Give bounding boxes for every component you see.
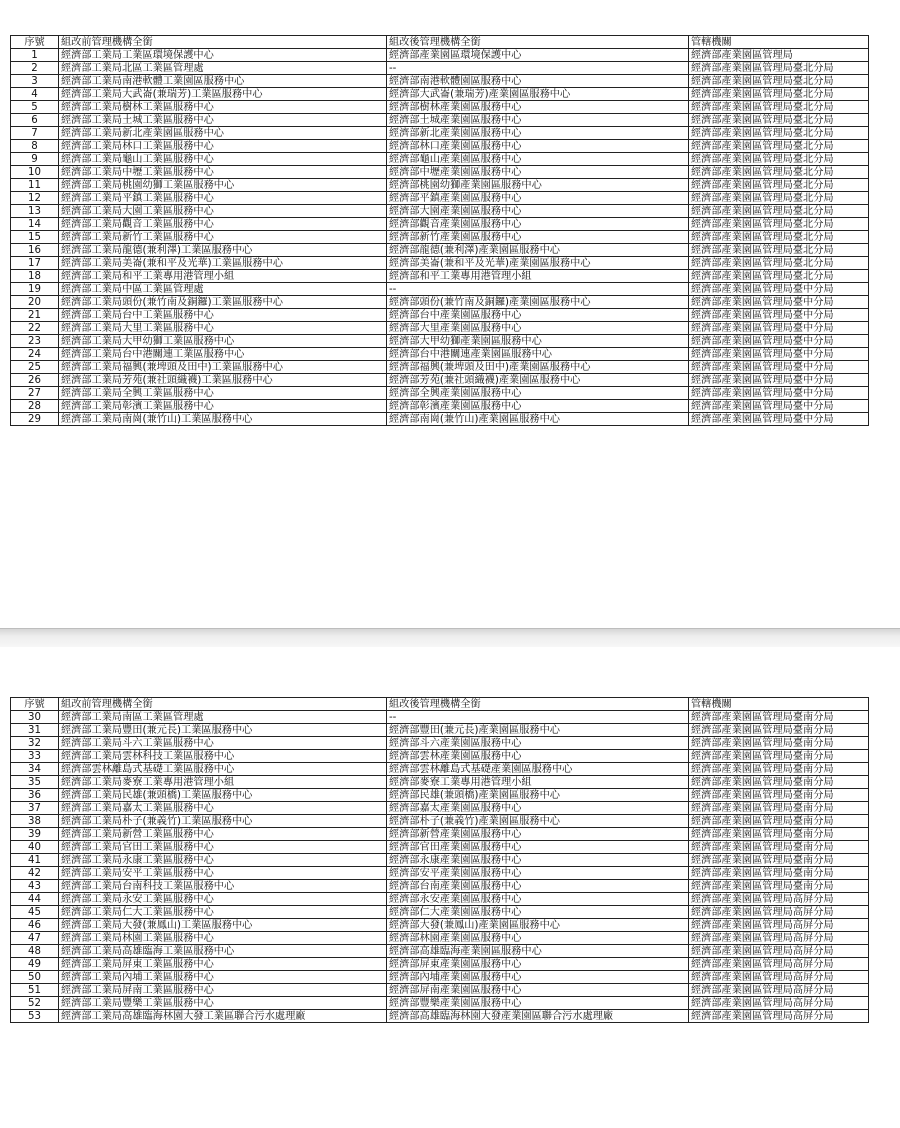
before-name-cell: 經濟部工業局觀音工業區服務中心: [59, 218, 387, 231]
after-name-cell: 經濟部永安產業園區服務中心: [387, 893, 689, 906]
header-before: 組改前管理機構全銜: [59, 36, 387, 49]
authority-cell: 經濟部產業園區管理局臺南分局: [689, 854, 869, 867]
before-name-cell: 經濟部工業局雲林科技工業區服務中心: [59, 750, 387, 763]
table-row: [11, 776, 869, 789]
authority-cell: 經濟部產業園區管理局臺北分局: [689, 75, 869, 88]
after-name-cell: 經濟部朴子(兼義竹)產業園區服務中心: [387, 815, 689, 828]
authority-cell: 經濟部產業園區管理局高屏分局: [689, 945, 869, 958]
after-name-cell: 經濟部彰濱產業園區服務中心: [387, 400, 689, 413]
before-name-cell: 經濟部工業局和平工業專用港管理小組: [59, 270, 387, 283]
table-row: [11, 101, 869, 114]
authority-cell: 經濟部產業園區管理局臺南分局: [689, 841, 869, 854]
authority-cell: 經濟部產業園區管理局臺南分局: [689, 828, 869, 841]
before-name-cell: 經濟部工業局新竹工業區服務中心: [59, 231, 387, 244]
table-row: [11, 166, 869, 179]
table-row: [11, 789, 869, 802]
before-name-cell: 經濟部工業局屏南工業區服務中心: [59, 984, 387, 997]
after-name-cell: 經濟部美崙(兼和平及光華)產業園區服務中心: [387, 257, 689, 270]
authority-cell: 經濟部產業園區管理局臺北分局: [689, 62, 869, 75]
before-name-cell: 經濟部工業局大里工業區服務中心: [59, 322, 387, 335]
serial-cell: 36: [11, 789, 59, 802]
table-row: [11, 971, 869, 984]
table-row: [11, 724, 869, 737]
authority-cell: 經濟部產業園區管理局高屏分局: [689, 971, 869, 984]
serial-cell: 31: [11, 724, 59, 737]
before-name-cell: 經濟部工業局大發(兼鳳山)工業區服務中心: [59, 919, 387, 932]
after-name-cell: 經濟部芳苑(兼社頭織襪)產業園區服務中心: [387, 374, 689, 387]
table-row: [11, 854, 869, 867]
table-row: [11, 309, 869, 322]
table-row: [11, 997, 869, 1010]
table-row: [11, 218, 869, 231]
serial-cell: 2: [11, 62, 59, 75]
after-name-cell: 經濟部產業園區環境保護中心: [387, 49, 689, 62]
serial-cell: 44: [11, 893, 59, 906]
after-name-cell: 經濟部屏南產業園區服務中心: [387, 984, 689, 997]
agency-table-2: [10, 697, 869, 1023]
before-name-cell: 經濟部工業局北區工業區管理處: [59, 62, 387, 75]
serial-cell: 4: [11, 88, 59, 101]
authority-cell: 經濟部產業園區管理局臺中分局: [689, 322, 869, 335]
before-name-cell: 經濟部工業局內埔工業區服務中心: [59, 971, 387, 984]
authority-cell: 經濟部產業園區管理局臺南分局: [689, 711, 869, 724]
before-name-cell: 經濟部工業局美崙(兼和平及光華)工業區服務中心: [59, 257, 387, 270]
before-name-cell: 經濟部工業局頭份(兼竹南及銅鑼)工業區服務中心: [59, 296, 387, 309]
before-name-cell: 經濟部工業局大甲幼獅工業區服務中心: [59, 335, 387, 348]
after-name-cell: 經濟部高雄臨海林園大發產業園區聯合污水處理廠: [387, 1010, 689, 1023]
serial-cell: 11: [11, 179, 59, 192]
table-row: [11, 88, 869, 101]
before-name-cell: 經濟部工業局安平工業區服務中心: [59, 867, 387, 880]
after-name-cell: 經濟部民雄(兼頭橋)產業園區服務中心: [387, 789, 689, 802]
after-name-cell: 經濟部安平產業園區服務中心: [387, 867, 689, 880]
serial-cell: 10: [11, 166, 59, 179]
after-name-cell: 經濟部大甲幼獅產業園區服務中心: [387, 335, 689, 348]
after-name-cell: 經濟部大發(兼鳳山)產業園區服務中心: [387, 919, 689, 932]
authority-cell: 經濟部產業園區管理局臺北分局: [689, 114, 869, 127]
table-row: [11, 841, 869, 854]
after-name-cell: 經濟部大武崙(兼瑞芳)產業園區服務中心: [387, 88, 689, 101]
serial-cell: 27: [11, 387, 59, 400]
authority-cell: 經濟部產業園區管理局: [689, 49, 869, 62]
authority-cell: 經濟部產業園區管理局臺中分局: [689, 296, 869, 309]
authority-cell: 經濟部產業園區管理局臺南分局: [689, 867, 869, 880]
before-name-cell: 經濟部雲林離島式基礎工業區服務中心: [59, 763, 387, 776]
serial-cell: 17: [11, 257, 59, 270]
serial-cell: 8: [11, 140, 59, 153]
before-name-cell: 經濟部工業局朴子(兼義竹)工業區服務中心: [59, 815, 387, 828]
table-row: [11, 153, 869, 166]
serial-cell: 38: [11, 815, 59, 828]
after-name-cell: 經濟部南港軟體園區服務中心: [387, 75, 689, 88]
serial-cell: 6: [11, 114, 59, 127]
authority-cell: 經濟部產業園區管理局高屏分局: [689, 997, 869, 1010]
after-name-cell: --: [387, 62, 689, 75]
authority-cell: 經濟部產業園區管理局臺南分局: [689, 815, 869, 828]
header-after: 組改後管理機構全銜: [387, 36, 689, 49]
authority-cell: 經濟部產業園區管理局臺中分局: [689, 309, 869, 322]
before-name-cell: 經濟部工業局豐樂工業區服務中心: [59, 997, 387, 1010]
serial-cell: 34: [11, 763, 59, 776]
after-name-cell: 經濟部仁大產業園區服務中心: [387, 906, 689, 919]
serial-cell: 43: [11, 880, 59, 893]
before-name-cell: 經濟部工業局斗六工業區服務中心: [59, 737, 387, 750]
table-row: [11, 906, 869, 919]
table-row: [11, 62, 869, 75]
table-row: [11, 958, 869, 971]
after-name-cell: 經濟部永康產業園區服務中心: [387, 854, 689, 867]
after-name-cell: 經濟部台中產業園區服務中心: [387, 309, 689, 322]
before-name-cell: 經濟部工業局中壢工業區服務中心: [59, 166, 387, 179]
table-row: [11, 257, 869, 270]
table-row: [11, 750, 869, 763]
authority-cell: 經濟部產業園區管理局臺北分局: [689, 101, 869, 114]
table-row: [11, 244, 869, 257]
authority-cell: 經濟部產業園區管理局臺中分局: [689, 361, 869, 374]
table-row: [11, 205, 869, 218]
serial-cell: 12: [11, 192, 59, 205]
after-name-cell: --: [387, 283, 689, 296]
table-row: [11, 374, 869, 387]
authority-cell: 經濟部產業園區管理局臺南分局: [689, 750, 869, 763]
table-row: [11, 932, 869, 945]
authority-cell: 經濟部產業園區管理局臺北分局: [689, 192, 869, 205]
table-header-row: [11, 36, 869, 49]
serial-cell: 14: [11, 218, 59, 231]
authority-cell: 經濟部產業園區管理局臺北分局: [689, 231, 869, 244]
authority-cell: 經濟部產業園區管理局高屏分局: [689, 906, 869, 919]
after-name-cell: 經濟部平鎮產業園區服務中心: [387, 192, 689, 205]
serial-cell: 46: [11, 919, 59, 932]
before-name-cell: 經濟部工業局新北產業園區服務中心: [59, 127, 387, 140]
authority-cell: 經濟部產業園區管理局高屏分局: [689, 919, 869, 932]
authority-cell: 經濟部產業園區管理局高屏分局: [689, 932, 869, 945]
table-row: [11, 75, 869, 88]
authority-cell: 經濟部產業園區管理局臺南分局: [689, 763, 869, 776]
header-authority: 管轄機關: [689, 36, 869, 49]
authority-cell: 經濟部產業園區管理局臺北分局: [689, 88, 869, 101]
after-name-cell: 經濟部高雄臨海產業園區服務中心: [387, 945, 689, 958]
after-name-cell: 經濟部林口產業園區服務中心: [387, 140, 689, 153]
authority-cell: 經濟部產業園區管理局臺北分局: [689, 153, 869, 166]
authority-cell: 經濟部產業園區管理局臺南分局: [689, 724, 869, 737]
table-row: [11, 179, 869, 192]
serial-cell: 49: [11, 958, 59, 971]
after-name-cell: 經濟部屏東產業園區服務中心: [387, 958, 689, 971]
before-name-cell: 經濟部工業局中區工業區管理處: [59, 283, 387, 296]
table-row: [11, 127, 869, 140]
authority-cell: 經濟部產業園區管理局臺中分局: [689, 400, 869, 413]
table-row: [11, 361, 869, 374]
table-row: [11, 335, 869, 348]
before-name-cell: 經濟部工業局龍德(兼利澤)工業區服務中心: [59, 244, 387, 257]
table-row: [11, 192, 869, 205]
serial-cell: 40: [11, 841, 59, 854]
header-authority: 管轄機關: [689, 698, 869, 711]
after-name-cell: 經濟部內埔產業園區服務中心: [387, 971, 689, 984]
table-row: [11, 919, 869, 932]
document-page-2: [0, 646, 900, 1128]
before-name-cell: 經濟部工業局平鎮工業區服務中心: [59, 192, 387, 205]
before-name-cell: 經濟部工業局全興工業區服務中心: [59, 387, 387, 400]
serial-cell: 32: [11, 737, 59, 750]
authority-cell: 經濟部產業園區管理局臺北分局: [689, 166, 869, 179]
after-name-cell: 經濟部土城產業園區服務中心: [387, 114, 689, 127]
table-row: [11, 763, 869, 776]
before-name-cell: 經濟部工業局南港軟體工業園區服務中心: [59, 75, 387, 88]
serial-cell: 29: [11, 413, 59, 426]
serial-cell: 51: [11, 984, 59, 997]
authority-cell: 經濟部產業園區管理局臺北分局: [689, 257, 869, 270]
after-name-cell: 經濟部和平工業專用港管理小組: [387, 270, 689, 283]
before-name-cell: 經濟部工業局大園工業區服務中心: [59, 205, 387, 218]
page-separator: [0, 628, 900, 647]
serial-cell: 45: [11, 906, 59, 919]
table-row: [11, 140, 869, 153]
after-name-cell: 經濟部斗六產業園區服務中心: [387, 737, 689, 750]
after-name-cell: 經濟部台中港關連產業園區服務中心: [387, 348, 689, 361]
table-row: [11, 413, 869, 426]
serial-cell: 24: [11, 348, 59, 361]
serial-cell: 16: [11, 244, 59, 257]
authority-cell: 經濟部產業園區管理局臺中分局: [689, 374, 869, 387]
before-name-cell: 經濟部工業局工業區環境保護中心: [59, 49, 387, 62]
table-row: [11, 815, 869, 828]
serial-cell: 15: [11, 231, 59, 244]
table-row: [11, 400, 869, 413]
table-row: [11, 802, 869, 815]
before-name-cell: 經濟部工業局土城工業區服務中心: [59, 114, 387, 127]
header-after: 組改後管理機構全銜: [387, 698, 689, 711]
before-name-cell: 經濟部工業局福興(兼埤頭及田中)工業區服務中心: [59, 361, 387, 374]
before-name-cell: 經濟部工業局高雄臨海工業區服務中心: [59, 945, 387, 958]
table-body-1: [11, 49, 869, 426]
after-name-cell: 經濟部福興(兼埤頭及田中)產業園區服務中心: [387, 361, 689, 374]
table-row: [11, 114, 869, 127]
authority-cell: 經濟部產業園區管理局高屏分局: [689, 1010, 869, 1023]
after-name-cell: 經濟部樹林產業園區服務中心: [387, 101, 689, 114]
after-name-cell: 經濟部嘉太產業園區服務中心: [387, 802, 689, 815]
authority-cell: 經濟部產業園區管理局臺北分局: [689, 140, 869, 153]
authority-cell: 經濟部產業園區管理局高屏分局: [689, 893, 869, 906]
serial-cell: 19: [11, 283, 59, 296]
after-name-cell: --: [387, 711, 689, 724]
table-row: [11, 828, 869, 841]
table-row: [11, 880, 869, 893]
after-name-cell: 經濟部新竹產業園區服務中心: [387, 231, 689, 244]
serial-cell: 1: [11, 49, 59, 62]
authority-cell: 經濟部產業園區管理局臺北分局: [689, 127, 869, 140]
before-name-cell: 經濟部工業局屏東工業區服務中心: [59, 958, 387, 971]
table-row: [11, 893, 869, 906]
before-name-cell: 經濟部工業局台中港關連工業區服務中心: [59, 348, 387, 361]
serial-cell: 52: [11, 997, 59, 1010]
after-name-cell: 經濟部豐樂產業園區服務中心: [387, 997, 689, 1010]
authority-cell: 經濟部產業園區管理局臺南分局: [689, 737, 869, 750]
table-row: [11, 322, 869, 335]
serial-cell: 22: [11, 322, 59, 335]
before-name-cell: 經濟部工業局林口工業區服務中心: [59, 140, 387, 153]
serial-cell: 9: [11, 153, 59, 166]
authority-cell: 經濟部產業園區管理局臺南分局: [689, 880, 869, 893]
after-name-cell: 經濟部台南產業園區服務中心: [387, 880, 689, 893]
authority-cell: 經濟部產業園區管理局臺南分局: [689, 776, 869, 789]
serial-cell: 47: [11, 932, 59, 945]
before-name-cell: 經濟部工業局民雄(兼頭橋)工業區服務中心: [59, 789, 387, 802]
after-name-cell: 經濟部全興產業園區服務中心: [387, 387, 689, 400]
header-before: 組改前管理機構全銜: [59, 698, 387, 711]
serial-cell: 5: [11, 101, 59, 114]
after-name-cell: 經濟部頭份(兼竹南及銅鑼)產業園區服務中心: [387, 296, 689, 309]
serial-cell: 42: [11, 867, 59, 880]
table-row: [11, 984, 869, 997]
serial-cell: 53: [11, 1010, 59, 1023]
table-row: [11, 867, 869, 880]
serial-cell: 18: [11, 270, 59, 283]
serial-cell: 21: [11, 309, 59, 322]
agency-table-1: [10, 35, 869, 426]
before-name-cell: 經濟部工業局台中工業區服務中心: [59, 309, 387, 322]
serial-cell: 26: [11, 374, 59, 387]
authority-cell: 經濟部產業園區管理局臺中分局: [689, 335, 869, 348]
serial-cell: 37: [11, 802, 59, 815]
serial-cell: 39: [11, 828, 59, 841]
authority-cell: 經濟部產業園區管理局臺北分局: [689, 218, 869, 231]
after-name-cell: 經濟部大里產業園區服務中心: [387, 322, 689, 335]
serial-cell: 23: [11, 335, 59, 348]
header-serial: 序號: [11, 36, 59, 49]
authority-cell: 經濟部產業園區管理局臺中分局: [689, 283, 869, 296]
after-name-cell: 經濟部官田產業園區服務中心: [387, 841, 689, 854]
serial-cell: 13: [11, 205, 59, 218]
header-serial: 序號: [11, 698, 59, 711]
after-name-cell: 經濟部大園產業園區服務中心: [387, 205, 689, 218]
serial-cell: 41: [11, 854, 59, 867]
before-name-cell: 經濟部工業局林園工業區服務中心: [59, 932, 387, 945]
after-name-cell: 經濟部新北產業園區服務中心: [387, 127, 689, 140]
before-name-cell: 經濟部工業局官田工業區服務中心: [59, 841, 387, 854]
table-row: [11, 945, 869, 958]
authority-cell: 經濟部產業園區管理局臺北分局: [689, 179, 869, 192]
before-name-cell: 經濟部工業局樹林工業區服務中心: [59, 101, 387, 114]
before-name-cell: 經濟部工業局桃園幼獅工業區服務中心: [59, 179, 387, 192]
before-name-cell: 經濟部工業局永安工業區服務中心: [59, 893, 387, 906]
serial-cell: 3: [11, 75, 59, 88]
authority-cell: 經濟部產業園區管理局臺中分局: [689, 413, 869, 426]
before-name-cell: 經濟部工業局龜山工業區服務中心: [59, 153, 387, 166]
authority-cell: 經濟部產業園區管理局臺中分局: [689, 348, 869, 361]
serial-cell: 25: [11, 361, 59, 374]
table-row: [11, 283, 869, 296]
authority-cell: 經濟部產業園區管理局臺中分局: [689, 387, 869, 400]
serial-cell: 48: [11, 945, 59, 958]
after-name-cell: 經濟部觀音產業園區服務中心: [387, 218, 689, 231]
after-name-cell: 經濟部林園產業園區服務中心: [387, 932, 689, 945]
before-name-cell: 經濟部工業局彰濱工業區服務中心: [59, 400, 387, 413]
before-name-cell: 經濟部工業局永康工業區服務中心: [59, 854, 387, 867]
after-name-cell: 經濟部中壢產業園區服務中心: [387, 166, 689, 179]
after-name-cell: 經濟部新營產業園區服務中心: [387, 828, 689, 841]
before-name-cell: 經濟部工業局仁大工業區服務中心: [59, 906, 387, 919]
before-name-cell: 經濟部工業局新營工業區服務中心: [59, 828, 387, 841]
authority-cell: 經濟部產業園區管理局高屏分局: [689, 958, 869, 971]
table-row: [11, 296, 869, 309]
before-name-cell: 經濟部工業局芳苑(兼社頭織襪)工業區服務中心: [59, 374, 387, 387]
before-name-cell: 經濟部工業局台南科技工業區服務中心: [59, 880, 387, 893]
table-header-row: [11, 698, 869, 711]
table-row: [11, 711, 869, 724]
table-row: [11, 348, 869, 361]
before-name-cell: 經濟部工業局南區工業區管理處: [59, 711, 387, 724]
after-name-cell: 經濟部龍德(兼利澤)產業園區服務中心: [387, 244, 689, 257]
serial-cell: 20: [11, 296, 59, 309]
after-name-cell: 經濟部桃園幼獅產業園區服務中心: [387, 179, 689, 192]
serial-cell: 7: [11, 127, 59, 140]
after-name-cell: 經濟部雲林離島式基礎產業園區服務中心: [387, 763, 689, 776]
before-name-cell: 經濟部工業局嘉太工業區服務中心: [59, 802, 387, 815]
serial-cell: 35: [11, 776, 59, 789]
authority-cell: 經濟部產業園區管理局臺南分局: [689, 789, 869, 802]
before-name-cell: 經濟部工業局高雄臨海林園大發工業區聯合污水處理廠: [59, 1010, 387, 1023]
authority-cell: 經濟部產業園區管理局臺北分局: [689, 205, 869, 218]
before-name-cell: 經濟部工業局南崗(兼竹山)工業區服務中心: [59, 413, 387, 426]
serial-cell: 30: [11, 711, 59, 724]
before-name-cell: 經濟部工業局豐田(兼元長)工業區服務中心: [59, 724, 387, 737]
serial-cell: 33: [11, 750, 59, 763]
table-row: [11, 49, 869, 62]
after-name-cell: 經濟部豐田(兼元長)產業園區服務中心: [387, 724, 689, 737]
table-row: [11, 231, 869, 244]
table-row: [11, 737, 869, 750]
table-row: [11, 270, 869, 283]
before-name-cell: 經濟部工業局大武崙(兼瑞芳)工業區服務中心: [59, 88, 387, 101]
table-body-2: [11, 711, 869, 1023]
table-row: [11, 1010, 869, 1023]
authority-cell: 經濟部產業園區管理局臺北分局: [689, 244, 869, 257]
after-name-cell: 經濟部龜山產業園區服務中心: [387, 153, 689, 166]
after-name-cell: 經濟部雲林產業園區服務中心: [387, 750, 689, 763]
authority-cell: 經濟部產業園區管理局臺北分局: [689, 270, 869, 283]
after-name-cell: 經濟部南崗(兼竹山)產業園區服務中心: [387, 413, 689, 426]
after-name-cell: 經濟部麥寮工業專用港管理小組: [387, 776, 689, 789]
serial-cell: 50: [11, 971, 59, 984]
authority-cell: 經濟部產業園區管理局臺南分局: [689, 802, 869, 815]
before-name-cell: 經濟部工業局麥寮工業專用港管理小組: [59, 776, 387, 789]
serial-cell: 28: [11, 400, 59, 413]
table-row: [11, 387, 869, 400]
authority-cell: 經濟部產業園區管理局高屏分局: [689, 984, 869, 997]
